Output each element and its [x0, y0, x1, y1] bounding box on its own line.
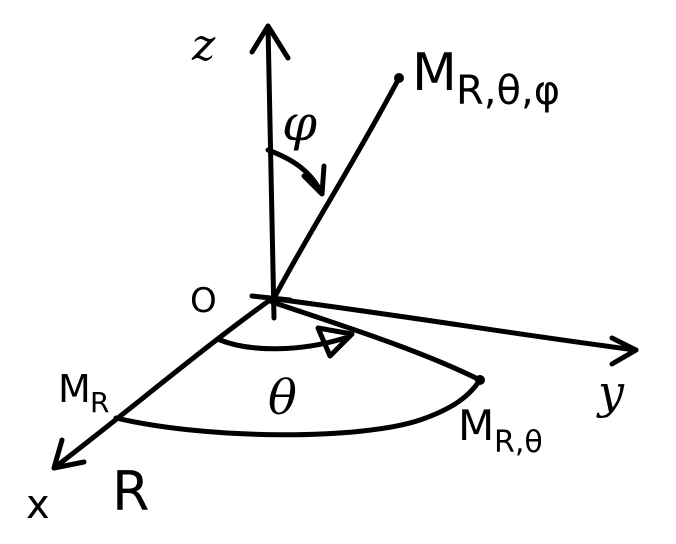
point-m-r-label [58, 367, 109, 419]
point-m-r-sub: R [90, 386, 110, 419]
point-m-r-theta-label [458, 401, 543, 460]
z-axis-label: z [192, 20, 216, 71]
point-m-r-theta-main: M [458, 401, 495, 450]
point-m-r-theta-phi-sub: R,θ,φ [456, 68, 561, 114]
phi-label: φ [282, 94, 318, 152]
y-axis-label: y [598, 365, 624, 419]
point-m-r-theta-phi-main: M [412, 43, 457, 103]
origin-label: O [190, 281, 217, 321]
point-m-r-theta-phi-dot [394, 73, 404, 83]
radius-label: R [112, 460, 150, 523]
theta-label: θ [268, 370, 297, 426]
radius-arc [116, 380, 480, 435]
y-axis-arrowhead [612, 338, 636, 364]
x-axis-label: x [26, 482, 50, 528]
z-axis [268, 26, 274, 318]
point-m-r-theta-phi-label [412, 43, 560, 114]
point-m-r-theta-sub: R,θ [494, 425, 543, 460]
point-m-r-main: M [58, 367, 91, 411]
